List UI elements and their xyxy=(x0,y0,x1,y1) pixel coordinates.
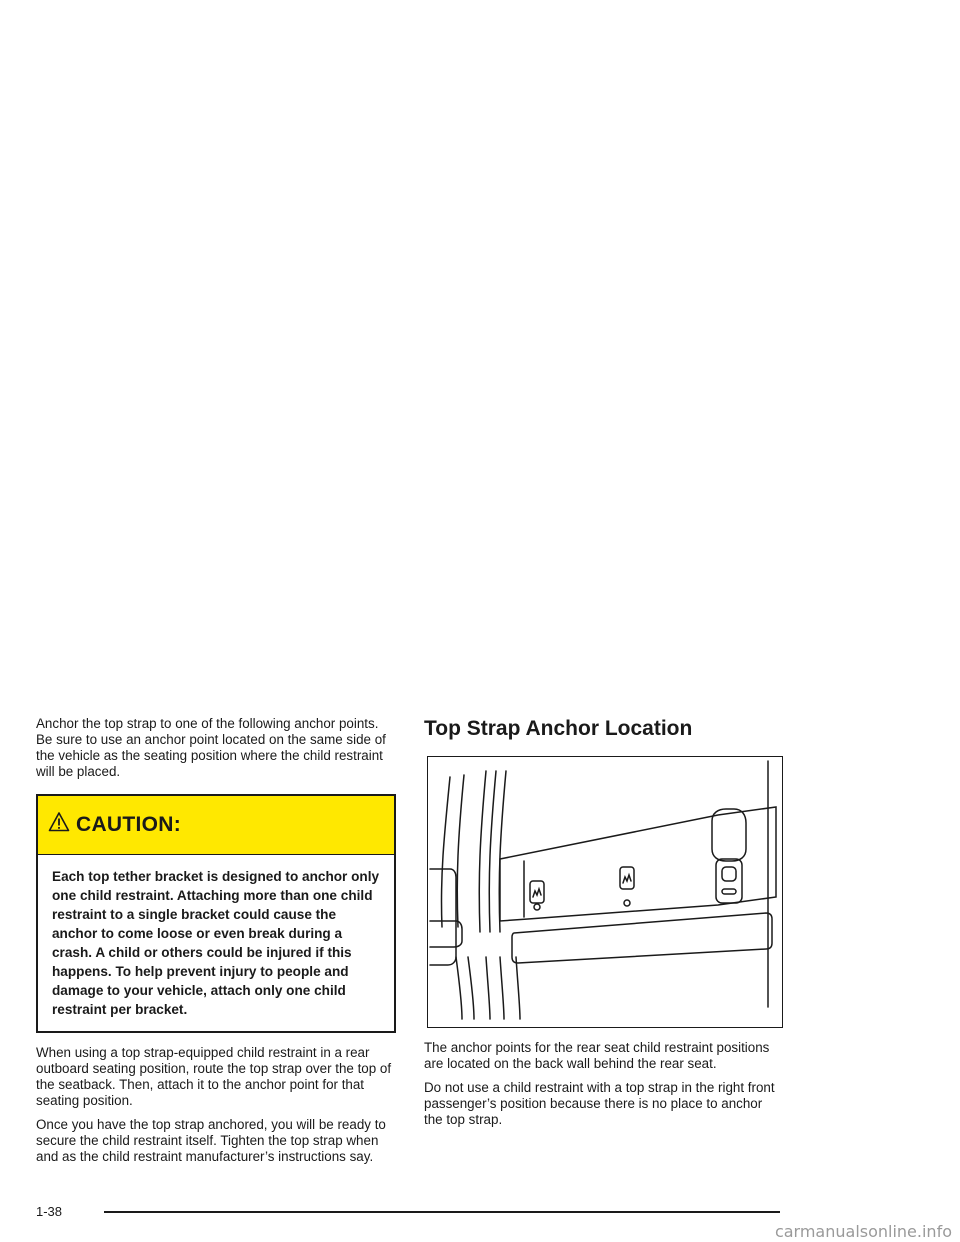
anchor-location-illustration xyxy=(427,756,783,1028)
front-passenger-paragraph: Do not use a child restraint with a top strap in the right front passenger’s position because there is no place to anchor the top strap. xyxy=(424,1080,775,1127)
left-column xyxy=(36,716,396,1173)
page-number: 1-38 xyxy=(36,1204,63,1219)
caution-header xyxy=(38,796,394,855)
caution-text: Each top tether bracket is designed to anchor only one child restraint. Attaching more than one child restraint to a single bracket could cause the anchor to come loose or even break during a crash. A child or others could be injured if this happens. To help prevent injury to people and damage to your vehicle, attach only one child restraint per bracket. xyxy=(52,869,380,1017)
warning-triangle-icon xyxy=(48,811,70,833)
right-column xyxy=(424,716,784,1136)
section-title: Top Strap Anchor Location xyxy=(424,717,693,740)
caution-box xyxy=(36,794,396,1033)
watermark: carmanualsonline.info xyxy=(774,1222,952,1241)
routing-paragraph: When using a top strap-equipped child restraint in a rear outboard seating position, route the top strap over the top of the seatback. Then, attach it to the anchor point for that seating position. xyxy=(36,1045,392,1108)
footer-rule xyxy=(104,1211,780,1213)
tighten-paragraph: Once you have the top strap anchored, you will be ready to secure the child restraint itself. Tighten the top strap when and as the child restraint manufacturer’s instructions say. xyxy=(36,1117,386,1164)
anchor-location-drawing xyxy=(428,757,782,1027)
intro-paragraph: Anchor the top strap to one of the following anchor points. Be sure to use an anchor point located on the same side of the vehicle as the seating position where the child restraint will be placed. xyxy=(36,716,386,779)
caution-title: CAUTION: xyxy=(76,813,182,836)
anchor-points-paragraph: The anchor points for the rear seat child restraint positions are located on the back wall behind the rear seat. xyxy=(424,1040,770,1071)
